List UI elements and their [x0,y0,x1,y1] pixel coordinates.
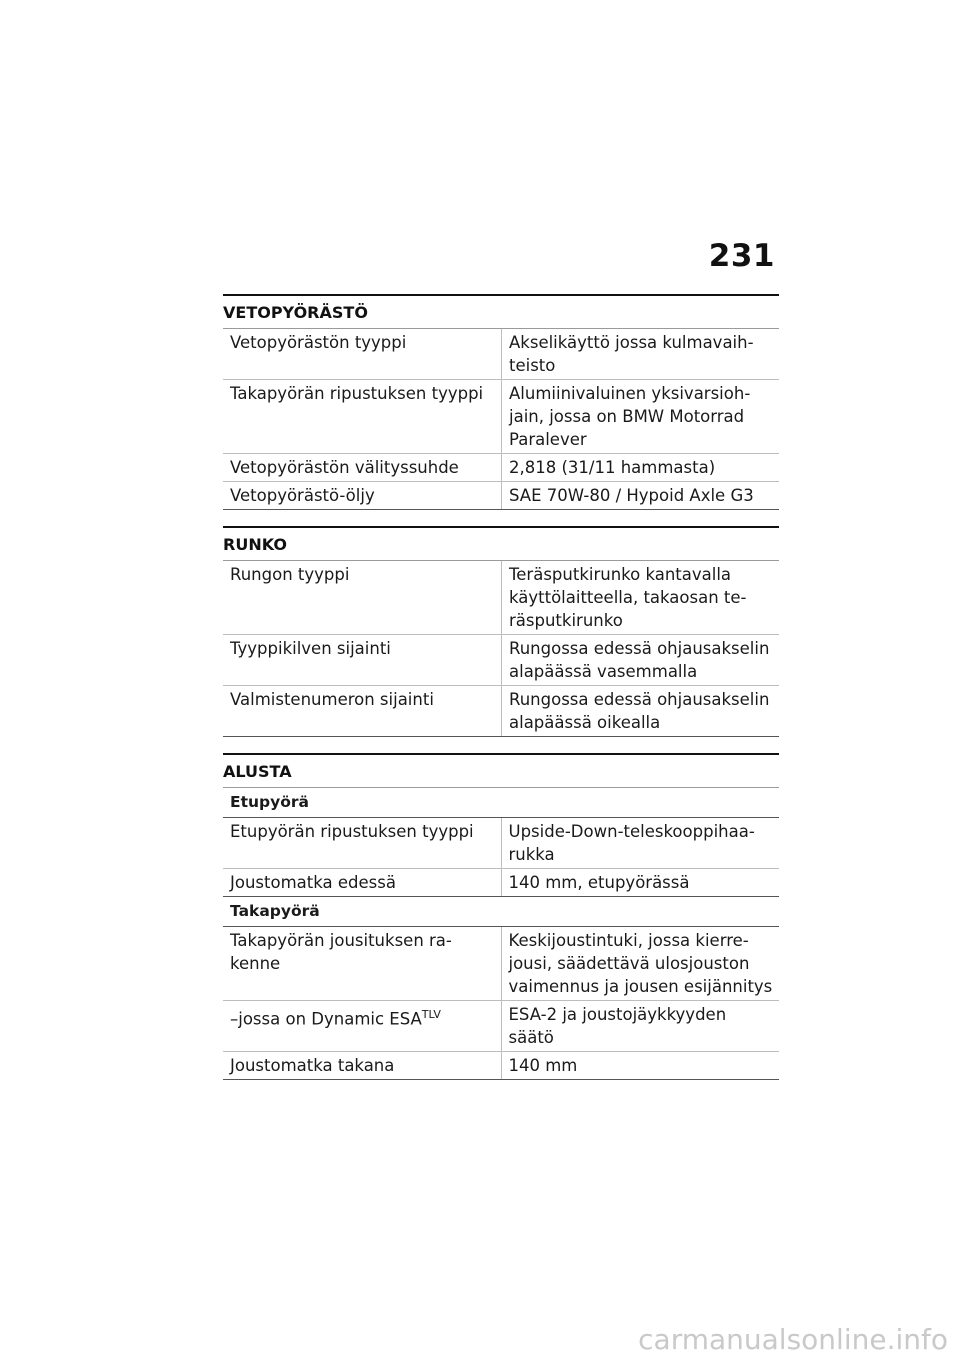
spec-label: Takapyörän ripustuksen tyyppi [223,380,502,454]
spec-label: Vetopyörästö-öljy [223,482,502,510]
section-title: RUNKO [223,526,779,561]
table-row [223,329,779,380]
spec-label: Valmistenumeron sijainti [223,686,502,737]
spec-label: Vetopyörästön tyyppi [223,329,502,380]
spec-value: 140 mm [501,1052,779,1080]
spec-value: Rungossa edessä ohjausakselin alapäässä vasemmalla [502,635,780,686]
spec-label: Joustomatka takana [223,1052,501,1080]
table-row [223,482,779,510]
spec-value: ESA-2 ja joustojäykkyyden säätö [501,1001,779,1052]
spec-content [223,294,779,1096]
spec-value: Teräsputkirunko kantavalla käyttölaitteella, takaosan te-räsputkirunko [502,561,780,635]
superscript: TLV [421,1008,441,1021]
table-row [223,927,779,1001]
subsection-title: Etupyörä [223,788,779,818]
page-number: 231 [708,238,775,274]
table-row [223,818,779,869]
table-row [223,686,779,737]
section-title: ALUSTA [223,753,779,788]
spec-label: Takapyörän jousituksen ra-kenne [223,927,501,1001]
spec-value: Alumiinivaluinen yksivarsioh-jain, jossa on BMW Motorrad Paralever [502,380,780,454]
spec-value: 140 mm, etupyörässä [501,869,779,897]
spec-label: Etupyörän ripustuksen tyyppi [223,818,501,869]
section-frame [223,526,779,737]
table-row [223,1001,779,1052]
spec-value: Rungossa edessä ohjausakselin alapäässä oikealla [502,686,780,737]
section-drivetrain [223,294,779,510]
spec-table [223,788,779,1080]
spec-label: Tyyppikilven sijainti [223,635,502,686]
spec-label: Rungon tyyppi [223,561,502,635]
spec-value: Keskijoustintuki, jossa kierre-jousi, säädettävä ulosjouston vaimennus ja jousen esijännitys [501,927,779,1001]
table-row [223,561,779,635]
table-row [223,635,779,686]
watermark: carmanualsonline.info [638,1323,948,1356]
table-row [223,869,779,897]
spec-label: Joustomatka edessä [223,869,501,897]
subsection-title: Takapyörä [223,897,779,927]
table-row [223,380,779,454]
subsection-row [223,897,779,927]
spec-value: SAE 70W-80 / Hypoid Axle G3 [502,482,780,510]
spec-value: Upside-Down-teleskooppihaa-rukka [501,818,779,869]
table-row [223,454,779,482]
spec-table [223,561,779,737]
spec-label [223,1001,501,1052]
section-chassis [223,753,779,1080]
spec-value: Akselikäyttö jossa kulmavaih-teisto [502,329,780,380]
table-row [223,1052,779,1080]
spec-label: Vetopyörästön välityssuhde [223,454,502,482]
subsection-row [223,788,779,818]
section-title: VETOPYÖRÄSTÖ [223,294,779,329]
spec-table [223,329,779,510]
spec-value: 2,818 (31/11 hammasta) [502,454,780,482]
spec-label-text: –jossa on Dynamic ESA [230,1009,422,1029]
